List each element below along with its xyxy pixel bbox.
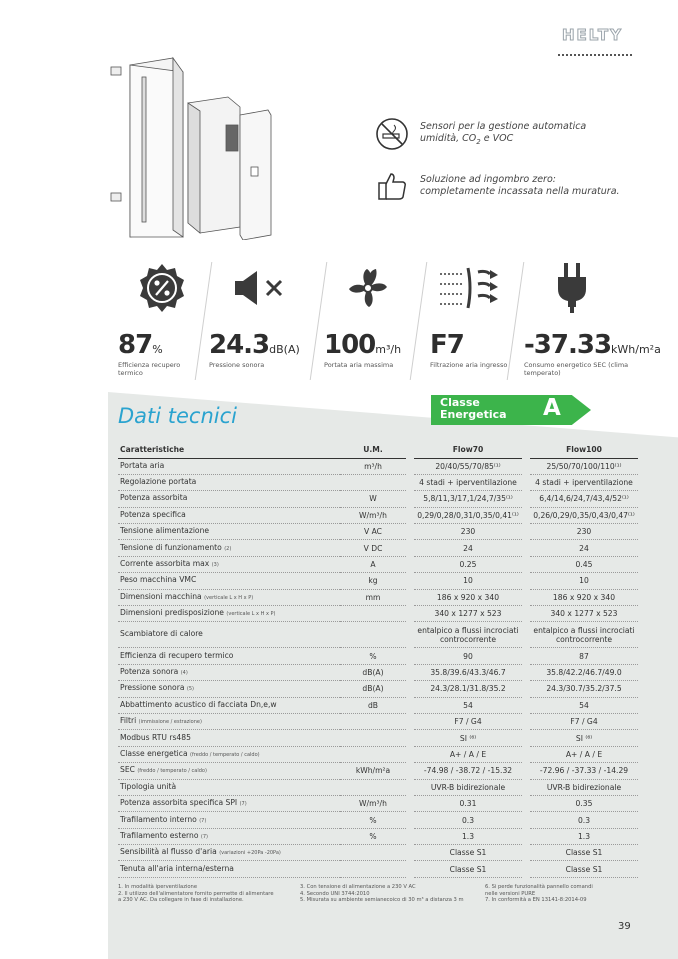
stat-label: Filtrazione aria ingresso xyxy=(430,361,508,369)
table-row xyxy=(118,507,638,523)
row-gap xyxy=(406,697,414,713)
table-row xyxy=(118,779,638,795)
energy-class-label: Classe Energetica xyxy=(440,396,507,421)
row-gap xyxy=(406,648,414,664)
table-row xyxy=(118,622,638,648)
logo-dotted-line xyxy=(558,54,632,56)
row-gap xyxy=(406,763,414,779)
row-feature: Dimensioni predisposizione (verticale L x H x P) xyxy=(118,606,340,622)
row-model2-value: 87 xyxy=(530,648,638,664)
row-model1-value: 24 xyxy=(414,540,522,556)
row-model1-value: 340 x 1277 x 523 xyxy=(414,606,522,622)
row-gap xyxy=(406,474,414,490)
row-feature: Trafilamento interno (7) xyxy=(118,812,340,828)
row-gap xyxy=(522,713,530,729)
row-gap xyxy=(406,779,414,795)
row-model2-value: 0,26/0,29/0,35/0,43/0,47⁽¹⁾ xyxy=(530,507,638,523)
row-model1-value: 0,29/0,28/0,31/0,35/0,41⁽¹⁾ xyxy=(414,507,522,523)
row-gap xyxy=(406,491,414,507)
stat-efficiency xyxy=(118,330,203,377)
feature-sensors xyxy=(374,116,620,152)
header-model2: Flow100 xyxy=(530,442,638,458)
row-gap xyxy=(522,524,530,540)
footnotes-col3 xyxy=(485,884,593,904)
row-gap xyxy=(406,845,414,861)
row-gap xyxy=(406,589,414,605)
row-feature: Tensione di funzionamento (2) xyxy=(118,540,340,556)
row-model2-value: 25/50/70/100/110⁽¹⁾ xyxy=(530,458,638,474)
row-feature: Peso macchina VMC xyxy=(118,573,340,589)
footnotes-col2 xyxy=(300,884,464,904)
row-model2-value: 4 stadi + iperventilazione xyxy=(530,474,638,490)
row-model1-value: 4 stadi + iperventilazione xyxy=(414,474,522,490)
stat-filtration xyxy=(430,330,515,369)
row-gap xyxy=(406,730,414,746)
row-gap xyxy=(406,828,414,844)
table-row xyxy=(118,589,638,605)
row-gap xyxy=(406,812,414,828)
stat-value: 24.3dB(A) xyxy=(209,330,300,360)
row-model2-value: entalpico a flussi incrociati controcorrente xyxy=(530,622,638,648)
row-gap xyxy=(522,697,530,713)
footnote: 5. Misurata su ambiente semianecoico di 30 m³ a distanza 3 m xyxy=(300,897,464,904)
row-gap xyxy=(522,589,530,605)
row-feature: Efficienza di recupero termico xyxy=(118,648,340,664)
fan-icon xyxy=(332,260,404,316)
table-row xyxy=(118,458,638,474)
row-model1-value: F7 / G4 xyxy=(414,713,522,729)
row-model2-value: SI ⁽⁶⁾ xyxy=(530,730,638,746)
row-unit: dB(A) xyxy=(340,681,406,697)
energy-class-value: A xyxy=(543,395,561,421)
row-model1-value: SI ⁽⁶⁾ xyxy=(414,730,522,746)
row-gap xyxy=(406,622,414,648)
footnote: 7. In conformità a EN 13141-8:2014-09 xyxy=(485,897,587,904)
row-gap xyxy=(522,458,530,474)
table-row xyxy=(118,697,638,713)
row-model1-value: Classe S1 xyxy=(414,845,522,861)
row-model1-value: 24.3/28.1/31.8/35.2 xyxy=(414,681,522,697)
row-model1-value: 90 xyxy=(414,648,522,664)
row-gap xyxy=(406,861,414,877)
row-gap xyxy=(522,540,530,556)
row-unit: % xyxy=(340,812,406,828)
row-model1-value: 0.3 xyxy=(414,812,522,828)
stat-label: Pressione sonora xyxy=(209,361,265,369)
row-gap xyxy=(522,507,530,523)
footnote: nelle versioni PURE xyxy=(485,890,536,897)
table-row xyxy=(118,845,638,861)
row-model1-value: 0.31 xyxy=(414,795,522,811)
header-unit: U.M. xyxy=(340,442,406,458)
row-unit: mm xyxy=(340,589,406,605)
row-unit: dB xyxy=(340,697,406,713)
row-unit: kg xyxy=(340,573,406,589)
row-gap xyxy=(522,573,530,589)
row-feature: Portata aria xyxy=(118,458,340,474)
stat-value: -37.33kWh/m²a xyxy=(524,330,661,360)
row-model1-value: 35.8/39.6/43.3/46.7 xyxy=(414,664,522,680)
header-gap xyxy=(522,442,530,458)
row-gap xyxy=(522,763,530,779)
row-unit xyxy=(340,713,406,729)
section-title: Dati tecnici xyxy=(118,404,238,428)
row-model1-value: UVR-B bidirezionale xyxy=(414,779,522,795)
row-model1-value: A+ / A / E xyxy=(414,746,522,762)
row-gap xyxy=(522,861,530,877)
row-model2-value: 35.8/42.2/46.7/49.0 xyxy=(530,664,638,680)
row-model2-value: Classe S1 xyxy=(530,861,638,877)
table-row xyxy=(118,746,638,762)
table-row xyxy=(118,664,638,680)
plug-icon xyxy=(536,260,608,316)
row-model2-value: 6,4/14,6/24,7/43,4/52⁽¹⁾ xyxy=(530,491,638,507)
footnotes-col1 xyxy=(118,884,274,904)
row-gap xyxy=(522,795,530,811)
row-gap xyxy=(522,474,530,490)
stat-value: 87% xyxy=(118,330,163,360)
header-gap xyxy=(406,442,414,458)
table-row xyxy=(118,556,638,572)
table-row xyxy=(118,606,638,622)
stat-energy-consumption xyxy=(524,330,661,377)
row-gap xyxy=(406,713,414,729)
row-model2-value: 340 x 1277 x 523 xyxy=(530,606,638,622)
stat-label: Efficienza recupero termico xyxy=(118,361,181,377)
row-model1-value: 10 xyxy=(414,573,522,589)
page-number: 39 xyxy=(618,921,631,932)
row-unit: W/m³/h xyxy=(340,795,406,811)
row-model2-value: 186 x 920 x 340 xyxy=(530,589,638,605)
row-gap xyxy=(522,845,530,861)
row-gap xyxy=(406,606,414,622)
stat-label: Consumo energetico SEC (clima temperato) xyxy=(524,361,629,377)
row-feature: Tenuta all'aria interna/esterna xyxy=(118,861,340,877)
row-feature: Classe energetica (freddo / temperato / caldo) xyxy=(118,746,340,762)
table-row xyxy=(118,681,638,697)
row-model2-value: 24 xyxy=(530,540,638,556)
row-gap xyxy=(522,746,530,762)
row-unit xyxy=(340,779,406,795)
row-unit: W/m³/h xyxy=(340,507,406,523)
row-unit xyxy=(340,606,406,622)
row-model1-value: 0.25 xyxy=(414,556,522,572)
row-unit: kWh/m²a xyxy=(340,763,406,779)
table-row xyxy=(118,730,638,746)
footnote: 6. Si perde funzionalità pannello comandi xyxy=(485,884,593,890)
row-gap xyxy=(522,828,530,844)
row-model2-value: F7 / G4 xyxy=(530,713,638,729)
footnote: 3. Con tensione di alimentazione a 230 V AC xyxy=(300,884,416,890)
row-unit: % xyxy=(340,648,406,664)
row-feature: Abbattimento acustico di facciata Dn,e,w xyxy=(118,697,340,713)
row-model1-value: 5,8/11,3/17,1/24,7/35⁽¹⁾ xyxy=(414,491,522,507)
row-gap xyxy=(406,524,414,540)
stat-value: F7 xyxy=(430,330,464,360)
row-gap xyxy=(406,573,414,589)
row-unit: V DC xyxy=(340,540,406,556)
footnote: 4. Secondo UNI 3744:2010 xyxy=(300,890,370,897)
row-gap xyxy=(522,606,530,622)
row-feature: Pressione sonora (5) xyxy=(118,681,340,697)
vmc-unit-illustration xyxy=(108,55,278,240)
row-feature: Trafilamento esterno (7) xyxy=(118,828,340,844)
row-unit: A xyxy=(340,556,406,572)
row-gap xyxy=(522,664,530,680)
row-unit xyxy=(340,845,406,861)
row-feature: Tensione alimentazione xyxy=(118,524,340,540)
row-gap xyxy=(406,664,414,680)
row-gap xyxy=(406,795,414,811)
airflow-filter-icon xyxy=(434,260,506,316)
row-unit: W xyxy=(340,491,406,507)
thumbs-up-icon xyxy=(374,168,410,204)
table-row xyxy=(118,540,638,556)
row-model1-value: Classe S1 xyxy=(414,861,522,877)
header-feature: Caratteristiche xyxy=(118,442,340,458)
row-gap xyxy=(522,812,530,828)
row-gap xyxy=(406,458,414,474)
row-feature: Potenza assorbita specifica SPI (7) xyxy=(118,795,340,811)
row-unit xyxy=(340,730,406,746)
row-feature: Scambiatore di calore xyxy=(118,622,340,648)
row-model2-value: 230 xyxy=(530,524,638,540)
row-gap xyxy=(522,730,530,746)
row-model1-value: 20/40/55/70/85⁽¹⁾ xyxy=(414,458,522,474)
specs-table xyxy=(118,442,638,878)
feature-zero-footprint xyxy=(374,168,620,204)
row-model2-value: 1.3 xyxy=(530,828,638,844)
stat-value: 100m³/h xyxy=(324,330,402,360)
row-gap xyxy=(406,556,414,572)
row-model1-value: 54 xyxy=(414,697,522,713)
stat-sound-pressure xyxy=(209,330,300,369)
row-model2-value: UVR-B bidirezionale xyxy=(530,779,638,795)
row-model1-value: 1.3 xyxy=(414,828,522,844)
row-gap xyxy=(406,746,414,762)
row-model2-value: 54 xyxy=(530,697,638,713)
row-gap xyxy=(406,540,414,556)
footnote: 1. In modalità iperventilazione xyxy=(118,884,198,890)
table-row xyxy=(118,648,638,664)
row-unit xyxy=(340,861,406,877)
row-feature: Potenza assorbita xyxy=(118,491,340,507)
row-gap xyxy=(522,779,530,795)
table-row xyxy=(118,812,638,828)
row-feature: Potenza specifica xyxy=(118,507,340,523)
table-row xyxy=(118,795,638,811)
row-gap xyxy=(406,681,414,697)
percent-badge-icon xyxy=(126,260,198,316)
table-row xyxy=(118,474,638,490)
row-feature: Sensibilità al flusso d'aria (variazioni +20Pa -20Pa) xyxy=(118,845,340,861)
row-model2-value: Classe S1 xyxy=(530,845,638,861)
row-feature: Modbus RTU rs485 xyxy=(118,730,340,746)
row-model2-value: -72.96 / -37.33 / -14.29 xyxy=(530,763,638,779)
row-gap xyxy=(522,622,530,648)
row-gap xyxy=(522,648,530,664)
row-unit xyxy=(340,622,406,648)
row-model2-value: 0.3 xyxy=(530,812,638,828)
table-row xyxy=(118,861,638,877)
row-model1-value: 186 x 920 x 340 xyxy=(414,589,522,605)
brand-logo: HELTY xyxy=(562,26,623,44)
speaker-mute-icon xyxy=(224,260,296,316)
specs-table-body xyxy=(118,458,638,877)
row-unit: % xyxy=(340,828,406,844)
table-row xyxy=(118,828,638,844)
stats-icon-row xyxy=(108,260,648,330)
row-unit xyxy=(340,746,406,762)
footnote: 2. Il utilizzo dell'alimentatore fornito permette di alimentare xyxy=(118,890,274,897)
row-model1-value: -74.98 / -38.72 / -15.32 xyxy=(414,763,522,779)
table-row xyxy=(118,713,638,729)
table-row xyxy=(118,491,638,507)
row-model2-value: 10 xyxy=(530,573,638,589)
stat-label: Portata aria massima xyxy=(324,361,394,369)
row-unit: m³/h xyxy=(340,458,406,474)
row-model2-value: 24.3/30.7/35.2/37.5 xyxy=(530,681,638,697)
row-model1-value: 230 xyxy=(414,524,522,540)
feature-sensors-text: Sensori per la gestione automatica umidità, $CO_2$ e VOC xyxy=(420,120,587,146)
row-gap xyxy=(406,507,414,523)
row-gap xyxy=(522,681,530,697)
row-unit xyxy=(340,474,406,490)
energy-class-badge xyxy=(431,395,591,425)
footnote: a 230 V AC. Da collegare in fase di installazione. xyxy=(118,897,244,904)
row-feature: Corrente assorbita max (3) xyxy=(118,556,340,572)
row-model2-value: 0.45 xyxy=(530,556,638,572)
table-row xyxy=(118,763,638,779)
row-feature: Potenza sonora (4) xyxy=(118,664,340,680)
row-feature: Filtri (immissione / estrazione) xyxy=(118,713,340,729)
stat-airflow xyxy=(324,330,409,369)
row-unit: V AC xyxy=(340,524,406,540)
row-model1-value: entalpico a flussi incrociati controcorrente xyxy=(414,622,522,648)
row-feature: Dimensioni macchina (verticale L x H x P) xyxy=(118,589,340,605)
row-gap xyxy=(522,491,530,507)
table-row xyxy=(118,524,638,540)
table-header-row xyxy=(118,442,638,458)
table-row xyxy=(118,573,638,589)
row-feature: SEC (freddo / temperato / caldo) xyxy=(118,763,340,779)
row-model2-value: A+ / A / E xyxy=(530,746,638,762)
row-feature: Tipologia unità xyxy=(118,779,340,795)
row-feature: Regolazione portata xyxy=(118,474,340,490)
no-smoke-sensor-icon xyxy=(374,116,410,152)
row-model2-value: 0.35 xyxy=(530,795,638,811)
row-unit: dB(A) xyxy=(340,664,406,680)
row-gap xyxy=(522,556,530,572)
header-model1: Flow70 xyxy=(414,442,522,458)
feature-zero-footprint-text: Soluzione ad ingombro zero: completamente incassata nella muratura. xyxy=(420,174,620,197)
